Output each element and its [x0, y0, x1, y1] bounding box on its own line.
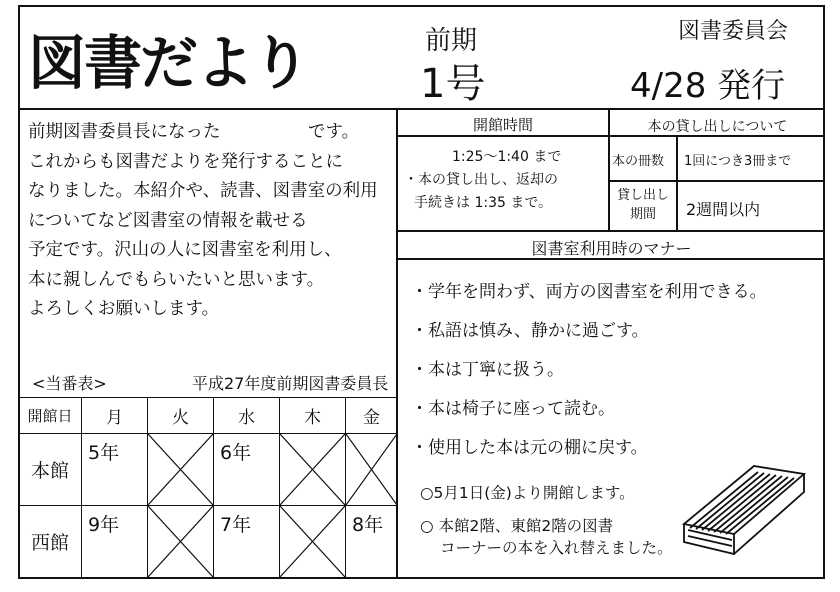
schedule-header-wed: 水 [214, 398, 280, 434]
manner-item: ・私語は慎み、静かに過ごす。 [411, 321, 649, 341]
issue-label: 前期 [425, 26, 478, 56]
schedule-cell-closed [346, 434, 398, 506]
schedule-header-fri: 金 [346, 398, 398, 434]
hours-lending-line1: ・本の貸し出し、返却の [404, 172, 558, 188]
schedule-cell [214, 434, 280, 506]
intro-text: 前期図書委員長になった です。 これからも図書だよりを発行することに なりました。本紹介や、読書、図書室の利用 についてなど図書室の情報を載せる 予定です。沢山の人に図書室を利用し、 本に親しんでもらいたいと思います。 よろしくお願いします。 [28, 122, 378, 319]
lending-count-value: 1回につき3冊まで [684, 154, 792, 169]
manner-item: ・本は椅子に座って読む。 [411, 399, 615, 419]
schedule-cell-text: 8年 [352, 514, 384, 536]
schedule-header-tue: 火 [148, 398, 214, 434]
hours-title: 開館時間 [472, 116, 533, 134]
schedule-header-thu: 木 [280, 398, 346, 434]
schedule-row-label: 本館 [19, 434, 82, 506]
duty-schedule [18, 397, 398, 578]
cross-mark-icon [346, 434, 397, 505]
lending-column-divider [676, 135, 678, 230]
manners-top-divider [396, 230, 825, 232]
issue-date: 4/28 発行 [630, 66, 786, 106]
issue-number: 1号 [420, 61, 486, 107]
manners-title: 図書室利用時のマナー [531, 239, 692, 258]
schedule-cell-text: 7年 [220, 514, 252, 536]
lending-title: 本の貸し出しについて [647, 119, 788, 135]
hours-time: 1:25〜1:40 まで [452, 149, 562, 165]
lending-period-label: 貸し出し期間 [616, 188, 669, 222]
schedule-cell-closed [148, 434, 214, 506]
schedule-cell-text: 5年 [88, 442, 120, 464]
lending-count-label: 本の冊数 [612, 154, 665, 169]
manner-item: ・使用した本は元の棚に戻す。 [411, 438, 648, 458]
cross-mark-icon [280, 434, 345, 505]
book-swap-note-line2: コーナーの本を入れ替えました。 [440, 539, 673, 557]
book-illustration [676, 462, 811, 562]
lending-row-divider [610, 180, 825, 182]
hours-lending-line2: 手続きは 1:35 まで。 [414, 195, 553, 211]
schedule-cell-text: 9年 [88, 514, 120, 536]
duty-roster-label: <当番表> [32, 374, 107, 393]
manner-item: ・学年を問わず、両方の図書室を利用できる。 [411, 282, 767, 302]
committee-name: 図書委員会 [678, 19, 789, 44]
cross-mark-icon [148, 434, 213, 505]
book-swap-note-line1: ○ 本館2階、東館2階の図書 [420, 517, 614, 535]
schedule-cell [82, 506, 148, 578]
manner-item: ・本は丁寧に扱う。 [411, 360, 564, 380]
schedule-cell-text: 6年 [220, 442, 252, 464]
cross-mark-icon [148, 506, 213, 577]
schedule-cell [346, 506, 398, 578]
schedule-cell-closed [148, 506, 214, 578]
lending-period-value: 2週間以内 [686, 200, 761, 219]
cross-mark-icon [280, 506, 345, 577]
schedule-row-label: 西館 [19, 506, 82, 578]
schedule-cell [214, 506, 280, 578]
signature: 平成27年度前期図書委員長 [192, 374, 389, 393]
schedule-header-day-label: 開館日 [19, 398, 82, 434]
opening-note: ○5月1日(金)より開館します。 [420, 484, 635, 502]
schedule-cell-closed [280, 506, 346, 578]
schedule-header-mon: 月 [82, 398, 148, 434]
schedule-cell [82, 434, 148, 506]
schedule-cell-closed [280, 434, 346, 506]
newsletter-title: 図書だより [28, 29, 309, 97]
